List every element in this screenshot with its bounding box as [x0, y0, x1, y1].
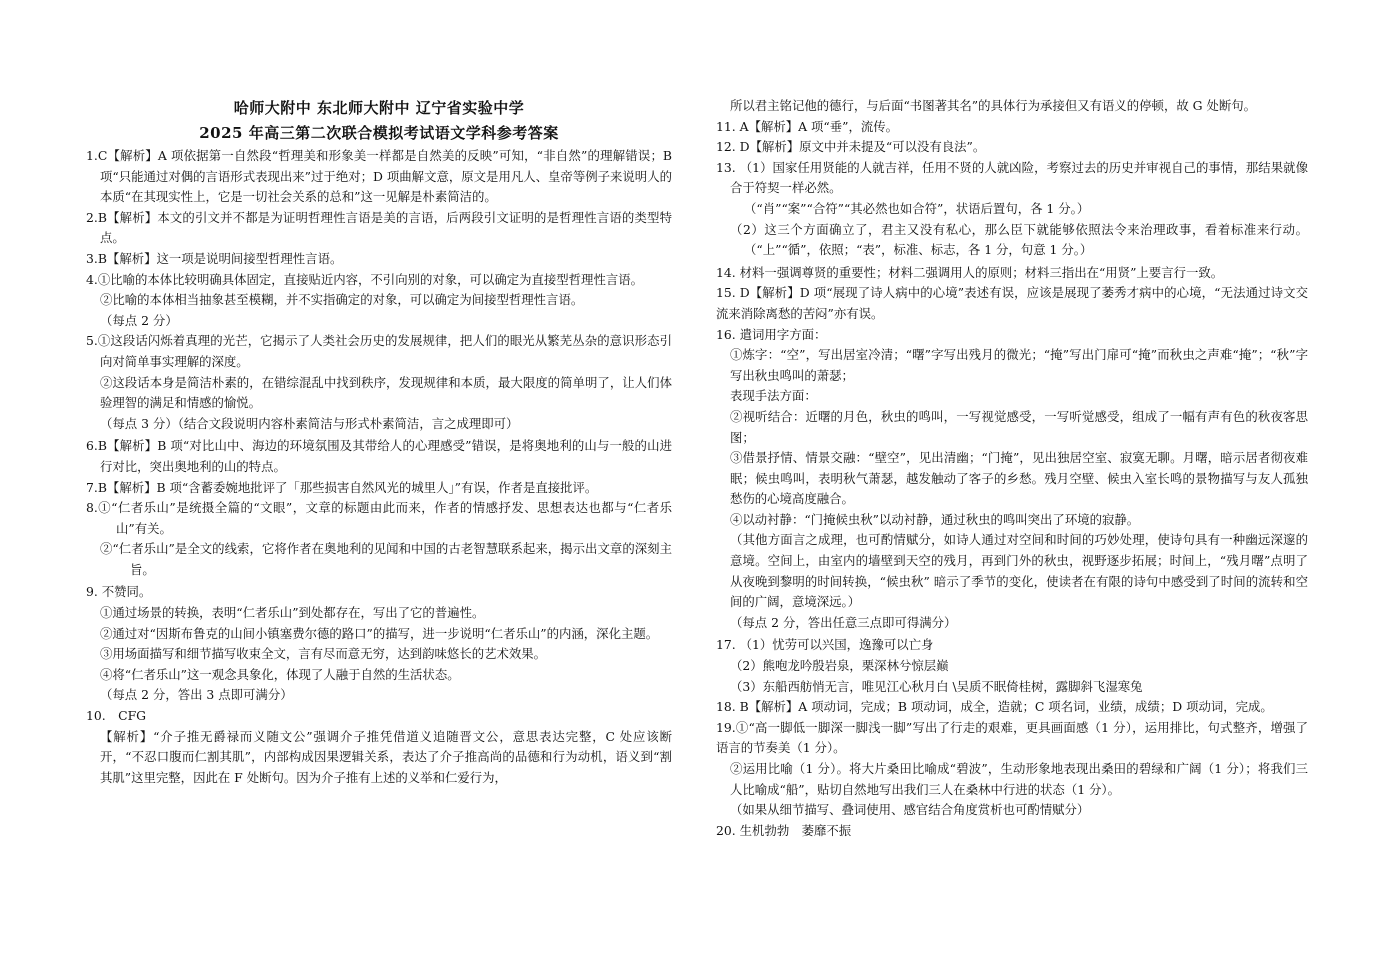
answer-5-point-1: 5.①这段话闪烁着真理的光芒，它揭示了人类社会历史的发展规律，把人们的眼光从繁芜丛杂的意识形态引向对简单事实理解的深度。	[86, 333, 672, 369]
answer-16-technique-heading: 表现手法方面：	[730, 388, 817, 404]
answer-16-point-4: ④以动衬静：“门掩候虫秋”以动衬静，通过秋虫的鸣叫突出了环境的寂静。	[730, 511, 1140, 527]
answer-4-point-1: 4.①比喻的本体比较明确具体固定，直接贴近内容，不引向别的对象，可以确定为直接型哲理性言语。	[86, 271, 644, 287]
answer-15: 15. D【解析】D 项“展现了诗人病中的心境”表述有误，应该是展现了萎秀才病中的心境，“无法通过诗文交流来消除离愁的苦闷”亦有误。	[716, 285, 1308, 321]
answer-12: 12. D【解析】原文中并未提及“可以没有良法”。	[716, 139, 986, 155]
answer-9-point-3: ③用场面描写和细节描写收束全文，言有尽而意无穷，达到韵味悠长的艺术效果。	[100, 646, 547, 662]
answer-16-other: （其他方面言之成理，也可酌情赋分，如诗人通过对空间和时间的巧妙处理，使诗句具有一种幽远深邃的意境。空间上，由室内的墙壁到天空的残月，再到门外的秋虫，视野逐步拓展；时间上，“残月曙”点明了从夜晚到黎明的时间转换，“候虫秋” 暗示了季节的变化，使读者在有限的诗句中感受到了时间的流转和空间的广阔，意境深远。）	[730, 532, 1308, 610]
answer-16-scoring: （每点 2 分，答出任意三点即可得满分）	[730, 614, 957, 630]
answer-13-part-1: 13. （1）国家任用贤能的人就吉祥，任用不贤的人就凶险，考察过去的历史并审视自己的事情，那结果就像合于符契一样必然。	[716, 159, 1308, 196]
answer-14: 14. 材料一强调尊贤的重要性；材料二强调用人的原则；材料三指出在“用贤”上要言行一致。	[716, 264, 1224, 280]
right-column	[716, 96, 1308, 841]
answer-18: 18. B【解析】A 项动词，完成；B 项动词，成全，造就；C 项名词，业绩，成绩；D 项动词，完成。	[716, 699, 1273, 715]
answer-13-part-2: （2）这三个方面确立了，君主又没有私心，那么臣下就能够依照法令来治理政事，看着标准来行动。（“上”“循”，依照；“表”，标准、标志，各 1 分，句意 1 分。）	[730, 221, 1308, 258]
left-column	[86, 96, 672, 788]
answer-19-point-2: ②运用比喻（1 分）。将大片桑田比喻成“碧波”，生动形象地表现出桑田的碧绿和广阔（1 分）；将我们三人比喻成“船”，贴切自然地写出我们三人在桑林中行进的状态（1 分）。	[730, 761, 1308, 797]
answer-5-point-2: ②这段话本身是简洁朴素的，在错综混乱中找到秩序，发现规律和本质，最大限度的简单明了，让人们体验理智的满足和情感的愉悦。	[100, 374, 672, 411]
answer-17-line-2: （2）熊咆龙吟殷岩泉，栗深林兮惊层巅	[730, 658, 949, 674]
answer-10-analysis-cont: 所以君主铭记他的德行，与后面“书图著其名”的具体行为承接但又有语义的停顿，故 G 处断句。	[730, 98, 1257, 113]
answer-19-point-1: 19.①“高一脚低一脚深一脚浅一脚”写出了行走的艰难，更具画面感（1 分），运用排比，句式整齐，增强了语言的节奏美（1 分）。	[716, 719, 1308, 756]
answer-1: 1.C【解析】A 项依据第一自然段“哲理美和形象美一样都是自然美的反映”可知，“非自然”的理解错误；B 项“只能通过对偶的言语形式表现出来”过于绝对；D 项曲解文意，原文是用凡人、皇帝等例子来说明人的本质“在其现实性上，它是一切社会关系的总和”这一见解是朴素简洁的。	[86, 148, 672, 205]
answer-2: 2.B【解析】本文的引文并不都是为证明哲理性言语是美的言语，后两段引文证明的是哲理性言语的类型特点。	[86, 209, 672, 246]
answer-4-point-2: ②比喻的本体相当抽象甚至模糊，并不实指确定的对象，可以确定为间接型哲理性言语。	[100, 292, 584, 308]
answer-9-point-2: ②通过对“因斯布鲁克的山间小镇塞费尔德的路口”的描写，进一步说明“仁者乐山”的内涵，深化主题。	[100, 625, 659, 641]
answer-9-stance: 9. 不赞同。	[86, 584, 152, 600]
answer-9-scoring: （每点 2 分，答出 3 点即可满分）	[100, 687, 293, 703]
answer-20: 20. 生机勃勃 萎靡不振	[716, 822, 852, 838]
answer-5-scoring: （每点 3 分）（结合文段说明内容朴素简洁与形式朴素简洁，言之成理即可）	[100, 415, 519, 431]
answer-16-point-2: ②视听结合：近曙的月色，秋虫的鸣叫，一写视觉感受，一写听觉感受，组成了一幅有声有色的秋夜客思图；	[730, 408, 1308, 445]
answer-17-line-3: （3）东船西舫悄无言，唯见江心秋月白 \吴质不眠倚桂树，露脚斜飞湿寒兔	[730, 678, 1143, 694]
answer-16-point-3: ③借景抒情、情景交融：“壁空”，见出清幽；“门掩”，见出独居空室、寂寞无聊。月曙，暗示居者彻夜难眠；候虫鸣叫，表明秋气萧瑟，越发触动了客子的乡愁。残月空壁、候虫入室长鸣的景物描写与友人孤独愁伤的心境高度融合。	[730, 450, 1308, 507]
answer-10: 10. CFG	[86, 708, 147, 724]
answer-17-line-1: 17. （1）忧劳可以兴国，逸豫可以亡身	[716, 637, 934, 653]
answer-7: 7.B【解析】B 项“含蓄委婉地批评了「那些损害自然风光的城里人」”有误，作者是直接批评。	[86, 479, 598, 495]
answer-8-point-1: 8.①“仁者乐山”是统摄全篇的“文眼”，文章的标题由此而来，作者的情感抒发、思想表达也都与“仁者乐山”有关。	[86, 500, 672, 536]
answer-11: 11. A【解析】A 项“垂”，流传。	[716, 118, 899, 134]
answer-8-point-2: ②“仁者乐山”是全文的线索，它将作者在奥地利的见闻和中国的古老智慧联系起来，揭示出文章的深刻主旨。	[100, 541, 672, 577]
answer-16-heading: 16. 遣词用字方面：	[716, 326, 827, 342]
answer-3: 3.B【解析】这一项是说明间接型哲理性言语。	[86, 250, 343, 266]
answer-16-point-1: ①炼字：“空”，写出居室冷清；“曙”字写出残月的微光；“掩”写出门扉可“掩”而秋虫之声难“掩”；“秋”字写出秋虫鸣叫的萧瑟；	[730, 347, 1308, 383]
answer-9-point-4: ④将“仁者乐山”这一观念具象化，体现了人融于自然的生活状态。	[100, 666, 460, 682]
schools-heading: 哈师大附中 东北师大附中 辽宁省实验中学	[233, 99, 525, 117]
answer-13-part-1-scoring: （“肖”“案”“合符”“其必然也如合符”，状语后置句，各 1 分。）	[744, 200, 1090, 216]
answer-6: 6.B【解析】B 项“对比山中、海边的环境氛围及其带给人的心理感受”错误，是将奥地利的山与一般的山进行对比，突出奥地利的山的特点。	[86, 438, 672, 474]
answer-4-scoring: （每点 2 分）	[100, 312, 178, 328]
answer-9-point-1: ①通过场景的转换，表明“仁者乐山”到处都存在，写出了它的普遍性。	[100, 605, 485, 621]
answer-19-note: （如果从细节描写、叠词使用、感官结合角度赏析也可酌情赋分）	[730, 802, 1090, 818]
answer-10-analysis: 【解析】“介子推无爵禄而义随文公”强调介子推凭借道义追随晋文公，意思表达完整，C 处应该断开，“不忍口腹而仁割其肌”，内部构成因果逻辑关系，表达了介子推高尚的品德和行为动机，语义到“割其肌”这里完整，因此在 F 处断句。因为介子推有上述的义举和仁爱行为，	[100, 728, 672, 785]
exam-title: 2025 年高三第二次联合模拟考试语文学科参考答案	[199, 124, 559, 142]
